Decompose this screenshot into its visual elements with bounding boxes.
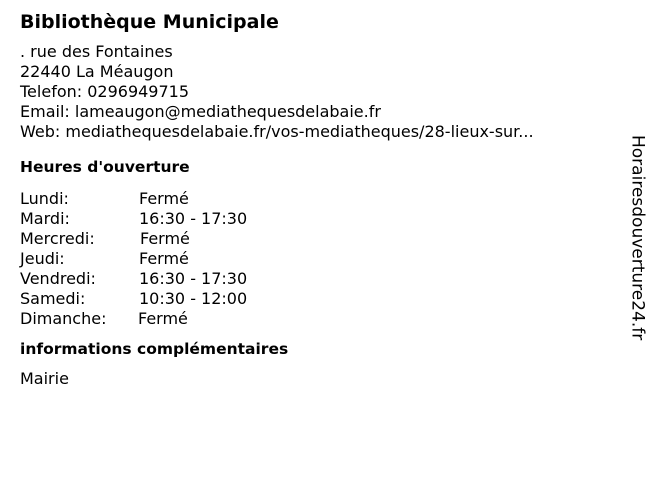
- watermark-text: Horairesdouverture24.fr: [627, 135, 648, 341]
- hours-value: 16:30 - 17:30: [139, 269, 248, 288]
- day-label: Jeudi:: [20, 249, 65, 268]
- day-label: Samedi:: [20, 289, 86, 308]
- hours-value: 10:30 - 12:00: [139, 289, 248, 308]
- library-info-card: [20, 10, 600, 389]
- day-label: Mercredi:: [20, 229, 95, 248]
- city-postcode: 22440 La Méaugon: [20, 62, 174, 81]
- email-line: Email: lameaugon@mediathequesdelabaie.fr: [20, 102, 381, 121]
- hours-row-friday: [20, 269, 600, 289]
- street-address: . rue des Fontaines: [20, 42, 173, 61]
- hours-row-wednesday: [20, 229, 600, 249]
- day-label: Mardi:: [20, 209, 70, 228]
- hours-row-monday: [20, 189, 600, 209]
- site-watermark: [622, 135, 652, 375]
- additional-info-heading: informations complémentaires: [20, 340, 289, 358]
- website-line: Web: mediathequesdelabaie.fr/vos-mediatheques/28-lieux-sur...: [20, 122, 534, 141]
- page-title: Bibliothèque Municipale: [20, 11, 279, 33]
- hours-value: Fermé: [138, 309, 188, 328]
- address-block: [20, 42, 600, 142]
- day-label: Vendredi:: [20, 269, 96, 288]
- opening-hours-table: [20, 189, 600, 329]
- hours-row-thursday: [20, 249, 600, 269]
- additional-info-text: Mairie: [20, 369, 69, 388]
- hours-value: Fermé: [140, 229, 190, 248]
- hours-row-sunday: [20, 309, 600, 329]
- hours-value: Fermé: [139, 189, 189, 208]
- hours-row-tuesday: [20, 209, 600, 229]
- hours-value: 16:30 - 17:30: [139, 209, 248, 228]
- day-label: Lundi:: [20, 189, 69, 208]
- phone-line: Telefon: 0296949715: [20, 82, 190, 101]
- opening-hours-heading: Heures d'ouverture: [20, 158, 190, 176]
- hours-row-saturday: [20, 289, 600, 309]
- hours-value: Fermé: [139, 249, 189, 268]
- day-label: Dimanche:: [20, 309, 107, 328]
